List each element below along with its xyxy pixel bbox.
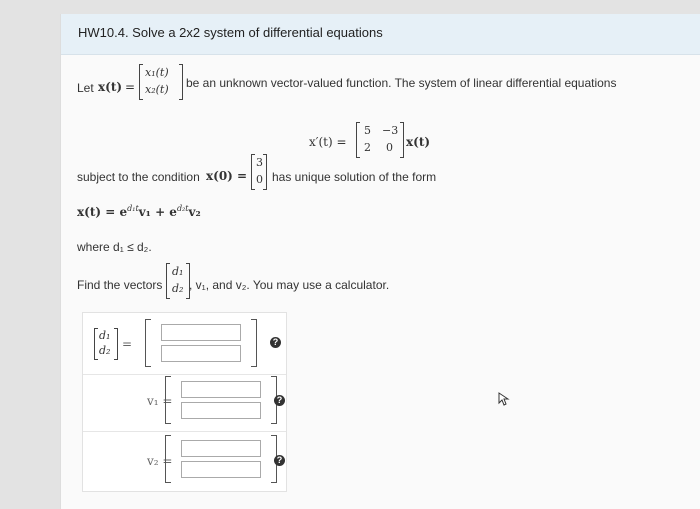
find-prefix: Find the vectors (77, 278, 163, 292)
solution-v2: v₂ (188, 205, 201, 219)
d2-input[interactable] (161, 345, 241, 362)
v2-bottom-input[interactable] (181, 461, 261, 478)
exponent-2: d₂t (176, 204, 189, 213)
x1-entry: x₁(t) (145, 66, 169, 79)
x-vector-matrix (139, 64, 183, 100)
v1-top-input[interactable] (181, 381, 261, 398)
row-divider (83, 431, 286, 432)
exponent-1: d₁t (127, 204, 139, 213)
row-divider (83, 374, 286, 375)
question-panel (60, 14, 700, 509)
d2-entry: d₂ (172, 282, 184, 295)
system-lhs: x′(t) = (309, 135, 347, 149)
matrix-a11: 5 (364, 124, 371, 137)
title-bar (61, 14, 700, 55)
initial-x2: 0 (256, 173, 263, 186)
initial-x1: 3 (256, 156, 263, 169)
matrix-a21: 2 (364, 141, 371, 154)
mouse-cursor-icon (498, 392, 510, 406)
answer-d-label (94, 328, 118, 360)
help-icon-v2[interactable]: ? (274, 455, 285, 466)
v1-bottom-input[interactable] (181, 402, 261, 419)
matrix-a12: −3 (382, 124, 399, 137)
find-suffix: , v₁, and v₂. You may use a calculator. (189, 278, 390, 292)
v2-top-input[interactable] (181, 440, 261, 457)
answer-d-bracket (145, 319, 257, 367)
let-label: Let (77, 81, 94, 95)
help-icon-d[interactable]: ? (270, 337, 281, 348)
matrix-a22: 0 (386, 141, 393, 154)
d-vector (166, 263, 190, 299)
solution-form (77, 204, 201, 219)
x-of-t: x(t) (98, 80, 123, 94)
answer-v2-bracket (165, 435, 277, 483)
condition-tail: has unique solution of the form (272, 170, 437, 184)
answer-d1-label: d₁ (99, 329, 111, 342)
answer-v2-label: v₂ = (147, 454, 173, 468)
x2-entry: x₂(t) (145, 83, 169, 96)
help-icon-v1[interactable]: ? (274, 395, 285, 406)
initial-vector (251, 154, 267, 190)
answer-table (82, 312, 287, 492)
solution-v1: v₁ + e (138, 205, 177, 219)
answer-d2-label: d₂ (99, 344, 111, 357)
where-condition: where d₁ ≤ d₂. (77, 240, 152, 254)
answer-v1-label: v₁ = (147, 394, 173, 408)
answer-v1-bracket (165, 376, 277, 424)
x-zero: x(0) = (206, 169, 248, 183)
question-title: HW10.4. Solve a 2x2 system of differential equations (78, 25, 383, 40)
d1-input[interactable] (161, 324, 241, 341)
coefficient-matrix (356, 122, 404, 158)
solution-lhs: x(t) = e (77, 205, 128, 219)
intro-description: be an unknown vector-valued function. The system of linear differential equations (186, 76, 617, 90)
condition-text: subject to the condition (77, 170, 200, 184)
answer-d-equals: = (122, 337, 133, 351)
system-rhs: x(t) (406, 135, 431, 149)
equals-sign: = (125, 80, 136, 94)
d1-entry: d₁ (172, 265, 184, 278)
